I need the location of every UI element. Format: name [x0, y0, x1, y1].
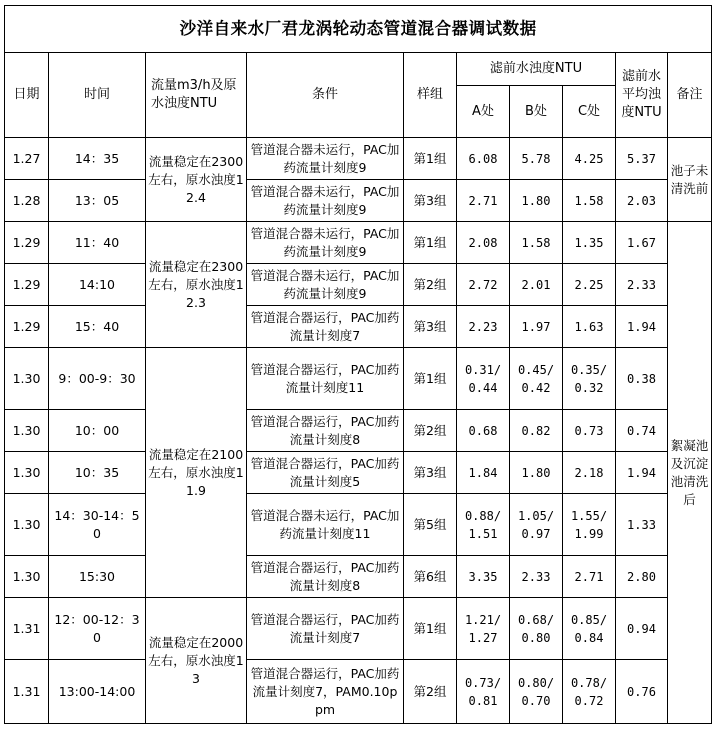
- cell-note: 池子未清洗前: [668, 138, 712, 222]
- table-row: [5, 598, 712, 660]
- cell-b: 0.68/0.80: [510, 598, 563, 660]
- cell-average: 5.37: [616, 138, 668, 180]
- cell-b: 1.80: [510, 180, 563, 222]
- cell-group: 第5组: [404, 494, 457, 556]
- cell-time: 10：00: [49, 410, 146, 452]
- cell-average: 0.74: [616, 410, 668, 452]
- table-row: [5, 264, 712, 306]
- cell-a: 0.73/0.81: [457, 660, 510, 724]
- cell-a: 0.68: [457, 410, 510, 452]
- cell-a: 2.08: [457, 222, 510, 264]
- cell-time: 10：35: [49, 452, 146, 494]
- cell-flow: 流量稳定在2100左右，原水浊度11.9: [146, 348, 247, 598]
- cell-condition: 管道混合器运行，PAC加药流量计刻度5: [247, 452, 404, 494]
- cell-time: 14:10: [49, 264, 146, 306]
- cell-c: 2.71: [563, 556, 616, 598]
- cell-date: 1.27: [5, 138, 49, 180]
- header-note: 备注: [668, 53, 712, 138]
- cell-condition: 管道混合器运行，PAC加药流量计刻度8: [247, 410, 404, 452]
- cell-c: 2.25: [563, 264, 616, 306]
- cell-a: 6.08: [457, 138, 510, 180]
- cell-time: 13：05: [49, 180, 146, 222]
- table-row: [5, 222, 712, 264]
- cell-condition: 管道混合器运行，PAC加药流量计刻度7: [247, 598, 404, 660]
- cell-average: 2.03: [616, 180, 668, 222]
- cell-time: 14：35: [49, 138, 146, 180]
- cell-flow: 流量稳定在2300左右，原水浊度12.4: [146, 138, 247, 222]
- cell-average: 2.80: [616, 556, 668, 598]
- cell-time: 9：00-9：30: [49, 348, 146, 410]
- cell-condition: 管道混合器未运行，PAC加药流量计刻度9: [247, 138, 404, 180]
- table-row: [5, 660, 712, 724]
- cell-average: 1.94: [616, 452, 668, 494]
- table-row: [5, 410, 712, 452]
- cell-c: 0.73: [563, 410, 616, 452]
- cell-condition: 管道混合器运行，PAC加药流量计刻度8: [247, 556, 404, 598]
- cell-date: 1.29: [5, 264, 49, 306]
- cell-date: 1.30: [5, 410, 49, 452]
- cell-group: 第2组: [404, 410, 457, 452]
- header-time: 时间: [49, 53, 146, 138]
- cell-average: 0.38: [616, 348, 668, 410]
- header-c: C处: [563, 86, 616, 138]
- table-row: [5, 452, 712, 494]
- cell-time: 13:00-14:00: [49, 660, 146, 724]
- cell-group: 第1组: [404, 598, 457, 660]
- cell-date: 1.30: [5, 556, 49, 598]
- header-date: 日期: [5, 53, 49, 138]
- cell-group: 第3组: [404, 306, 457, 348]
- cell-c: 1.63: [563, 306, 616, 348]
- cell-b: 2.33: [510, 556, 563, 598]
- cell-group: 第1组: [404, 348, 457, 410]
- cell-b: 5.78: [510, 138, 563, 180]
- table-row: [5, 180, 712, 222]
- cell-group: 第2组: [404, 660, 457, 724]
- cell-date: 1.29: [5, 222, 49, 264]
- header-filter-turbidity: 滤前水浊度NTU: [457, 53, 616, 86]
- cell-b: 0.82: [510, 410, 563, 452]
- cell-group: 第6组: [404, 556, 457, 598]
- cell-date: 1.31: [5, 660, 49, 724]
- cell-c: 2.18: [563, 452, 616, 494]
- cell-average: 0.76: [616, 660, 668, 724]
- header-b: B处: [510, 86, 563, 138]
- header-average: 滤前水平均浊度NTU: [616, 53, 668, 138]
- cell-c: 0.85/0.84: [563, 598, 616, 660]
- cell-b: 0.45/0.42: [510, 348, 563, 410]
- cell-time: 12：00-12：30: [49, 598, 146, 660]
- cell-b: 0.80/0.70: [510, 660, 563, 724]
- cell-flow: 流量稳定在2000左右，原水浊度13: [146, 598, 247, 724]
- header-flow: 流量m3/h及原水浊度NTU: [146, 53, 247, 138]
- header-a: A处: [457, 86, 510, 138]
- table-row: [5, 138, 712, 180]
- cell-average: 0.94: [616, 598, 668, 660]
- cell-condition: 管道混合器未运行，PAC加药流量计刻度9: [247, 180, 404, 222]
- cell-b: 2.01: [510, 264, 563, 306]
- cell-condition: 管道混合器运行，PAC加药流量计刻度7: [247, 306, 404, 348]
- cell-group: 第2组: [404, 264, 457, 306]
- cell-c: 1.55/1.99: [563, 494, 616, 556]
- cell-time: 14：30-14：50: [49, 494, 146, 556]
- cell-group: 第3组: [404, 180, 457, 222]
- cell-date: 1.30: [5, 348, 49, 410]
- cell-condition: 管道混合器未运行，PAC加药流量计刻度9: [247, 222, 404, 264]
- cell-a: 0.31/0.44: [457, 348, 510, 410]
- cell-c: 0.35/0.32: [563, 348, 616, 410]
- table-row: [5, 348, 712, 410]
- cell-b: 1.80: [510, 452, 563, 494]
- cell-flow: 流量稳定在2300左右，原水浊度12.3: [146, 222, 247, 348]
- cell-date: 1.29: [5, 306, 49, 348]
- cell-average: 1.94: [616, 306, 668, 348]
- cell-b: 1.58: [510, 222, 563, 264]
- data-table: [4, 5, 712, 724]
- cell-date: 1.30: [5, 452, 49, 494]
- cell-average: 1.67: [616, 222, 668, 264]
- cell-c: 1.35: [563, 222, 616, 264]
- cell-time: 15：40: [49, 306, 146, 348]
- cell-c: 1.58: [563, 180, 616, 222]
- table-row: [5, 306, 712, 348]
- header-condition: 条件: [247, 53, 404, 138]
- cell-condition: 管道混合器运行，PAC加药流量计刻度7，PAM0.10ppm: [247, 660, 404, 724]
- cell-date: 1.28: [5, 180, 49, 222]
- cell-date: 1.31: [5, 598, 49, 660]
- cell-a: 2.71: [457, 180, 510, 222]
- cell-group: 第3组: [404, 452, 457, 494]
- cell-time: 11：40: [49, 222, 146, 264]
- cell-a: 2.23: [457, 306, 510, 348]
- cell-a: 1.21/1.27: [457, 598, 510, 660]
- cell-c: 4.25: [563, 138, 616, 180]
- table-title: 沙洋自来水厂君龙涡轮动态管道混合器调试数据: [5, 6, 712, 53]
- cell-a: 3.35: [457, 556, 510, 598]
- cell-a: 2.72: [457, 264, 510, 306]
- cell-b: 1.97: [510, 306, 563, 348]
- header-group: 样组: [404, 53, 457, 138]
- cell-c: 0.78/0.72: [563, 660, 616, 724]
- cell-note: 絮凝池及沉淀池清洗后: [668, 222, 712, 724]
- cell-condition: 管道混合器未运行，PAC加药流量计刻度11: [247, 494, 404, 556]
- table-row: [5, 494, 712, 556]
- cell-a: 1.84: [457, 452, 510, 494]
- cell-time: 15:30: [49, 556, 146, 598]
- cell-b: 1.05/0.97: [510, 494, 563, 556]
- cell-group: 第1组: [404, 138, 457, 180]
- cell-date: 1.30: [5, 494, 49, 556]
- cell-condition: 管道混合器未运行，PAC加药流量计刻度9: [247, 264, 404, 306]
- table-row: [5, 556, 712, 598]
- cell-average: 2.33: [616, 264, 668, 306]
- cell-group: 第1组: [404, 222, 457, 264]
- cell-a: 0.88/1.51: [457, 494, 510, 556]
- cell-condition: 管道混合器运行，PAC加药流量计刻度11: [247, 348, 404, 410]
- cell-average: 1.33: [616, 494, 668, 556]
